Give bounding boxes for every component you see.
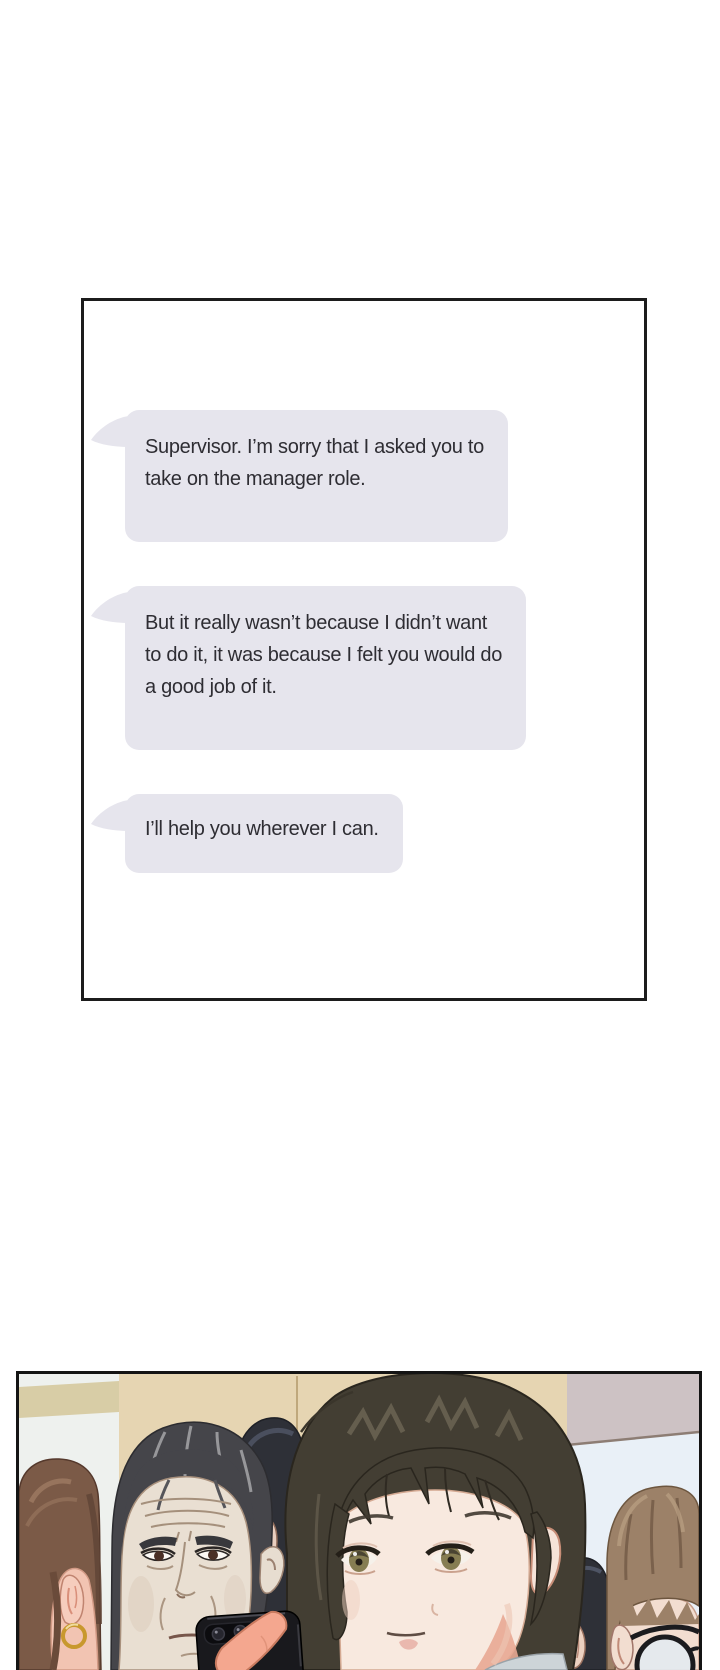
bubble-tail-icon [91,592,129,624]
chat-bubble [125,586,526,750]
glasses-person [607,1486,699,1670]
chat-bubble [125,410,508,542]
bubble-tail-icon [91,416,129,448]
chat-message-text: I’ll help you wherever I can. [145,818,379,840]
main-character [285,1374,585,1670]
chat-bubble [125,794,403,873]
chat-message-text: But it really wasn’t because I didn’t want to do it, it was because I felt you would do a good job of it. [145,612,503,698]
bubble-tail-icon [91,800,129,832]
comic-illustration [16,1371,702,1670]
woman-left [19,1459,101,1670]
comic-scene [19,1374,699,1670]
chat-message-text: Supervisor. I’m sorry that I asked you to take on the manager role. [145,436,484,490]
chat-panel [81,298,647,1001]
